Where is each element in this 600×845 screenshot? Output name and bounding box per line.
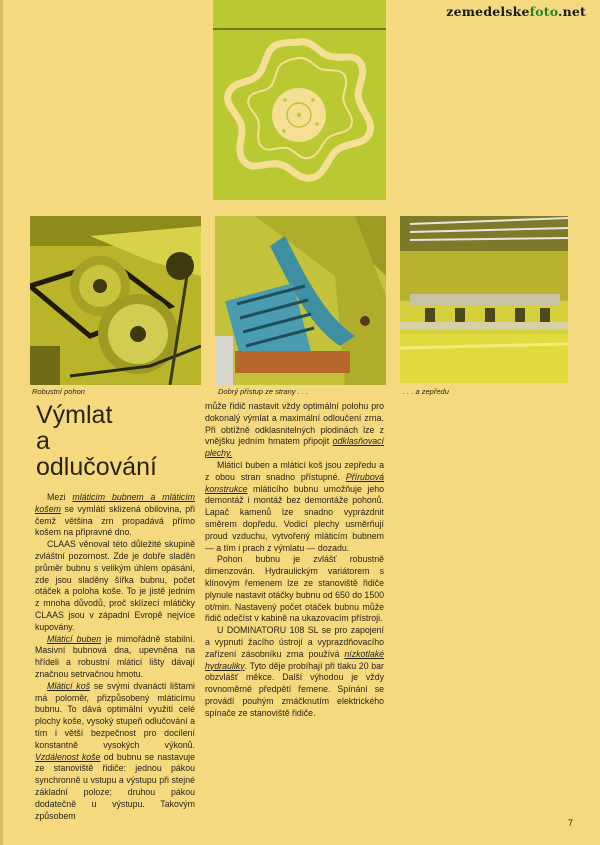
paragraph (205, 460, 384, 554)
threshing-drum-motif-icon (213, 0, 386, 200)
text-run: Mláticí buben a mláticí koš jsou zepředu a z obou stran snadno přístupné. (205, 459, 384, 482)
text-run: se svými dvanácti lištami má poloměr, přizpůsobený mláticímu bubnu. To dává optimální využití celé plochy koše, vysoký stupeň odlučování a tím i větší bezpečnost pro docílení konstantně vysokých výkonů. (35, 680, 195, 750)
photo-drum-side (215, 216, 386, 385)
heading-line: a (36, 427, 50, 455)
paragraph (205, 625, 384, 719)
text-column-right (205, 401, 384, 720)
page-edge (0, 0, 3, 845)
watermark-text-2: foto (529, 4, 559, 19)
photo-drum-front (400, 216, 568, 383)
keyword: mláticím bubnem a mláticím košem (35, 492, 195, 514)
text-run: Mezi (47, 492, 73, 502)
keyword: Mláticí buben (47, 633, 102, 644)
keyword: odklasňovací plechy. (205, 436, 384, 459)
paragraph (35, 681, 195, 823)
photo-caption: . . . a zepředu (403, 387, 449, 396)
text-run: je mimořádně stabilní. Masivní bubnová dna, upevněna na hřídeli a robustní mláticí lišty dávají značnou setrvačnou hmotu. (35, 633, 196, 679)
text-run: . Tyto děje probíhají při tlaku 20 bar obzvlášť měkce. Další výhodou je vždy rovnoměrné předpětí řemene. Spínání se provádí pouhým zmáčknutím elektrického spínače ze stanoviště řidiče. (205, 660, 384, 718)
paragraph (205, 401, 384, 460)
paragraph: CLAAS věnoval této důležité skupině zvláštní pozornost. Zde je dobře sladěn průměr bubnu s velikým úhlem opásání, zde jsou sladěny šířka bubnu, počet otáček a poloha koše. To je jistě jedním z mnoha důvodů, proč sklízecí mlátičky CLAAS jsou v západní Evropě nejvíce kupovány. (35, 539, 195, 632)
watermark-text-3: .net (558, 4, 586, 19)
keyword: Mláticí koš (47, 680, 90, 691)
text-run: se vymlátí sklizená obilovina, při čemž většina zrn propadává přímo košem na připravné dno. (35, 503, 195, 538)
decorative-panel (213, 0, 386, 200)
paragraph: Pohon bubnu je zvlášť robustně dimenzován. Hydraulickým variátorem s klínovým řemenem lze ze stanoviště řidiče plynule nastavit otáčky bubnu od 650 do 1500 ot/min. Nastavený počet otáček bubnu může řidič odečíst v kabině na ukazovacím přístroji. (205, 554, 385, 624)
heading-line: odlučování (36, 453, 157, 481)
keyword: nízkotlaké hydrauliky (205, 648, 384, 671)
heading-line: Výmlat (36, 401, 113, 429)
keyword: Vzdálenost koše (35, 751, 101, 762)
photo-caption: Robustní pohon (32, 387, 85, 396)
text-run: mláticího bubnu umožňuje jeho demontáž i montáž bez demontáže pohonů. Lapač kamenů lze snadno vyprázdnit směrem dopředu. Vodicí plechy usměrňují proud vzduchu, vytvořený mláticím bubnem — a tím i prach z výmlatu — dozadu. (205, 483, 384, 553)
page-number: 7 (568, 818, 574, 828)
photo-belt-pulleys (30, 216, 201, 385)
text-run: může řidič nastavit vždy optimální polohu pro dokonalý výmlat a maximální odloučení zrna. Při obtížně odklasnitelných plodinách lze z vnějšku jedním hmatem připojit (205, 401, 384, 447)
paragraph (35, 634, 195, 681)
keyword: Přírubová konstrukce (205, 471, 384, 494)
paragraph (35, 492, 195, 539)
text-run: od bubnu se nastavuje ze stanoviště řidiče: jednou pákou synchronně u vstupu a výstupu při stejné základní poloze; druhou pákou dodatečně u výstupu. Takovým způsobem (35, 751, 195, 821)
watermark (446, 4, 586, 19)
watermark-text-1: zemedelske (446, 4, 530, 19)
text-run: U DOMINATORU 108 SL se pro zapojení a vypnutí žacího ústrojí a vyprazdňovacího zařízení zásobníku zrna používá (205, 625, 384, 659)
threshing-drum-side-photo-icon (215, 216, 386, 385)
section-heading (36, 402, 157, 480)
belt-pulleys-photo-icon (30, 216, 201, 385)
photo-caption: Dobrý přístup ze strany . . . (218, 387, 309, 396)
text-column-left (35, 492, 195, 822)
threshing-drum-front-photo-icon (400, 216, 568, 383)
